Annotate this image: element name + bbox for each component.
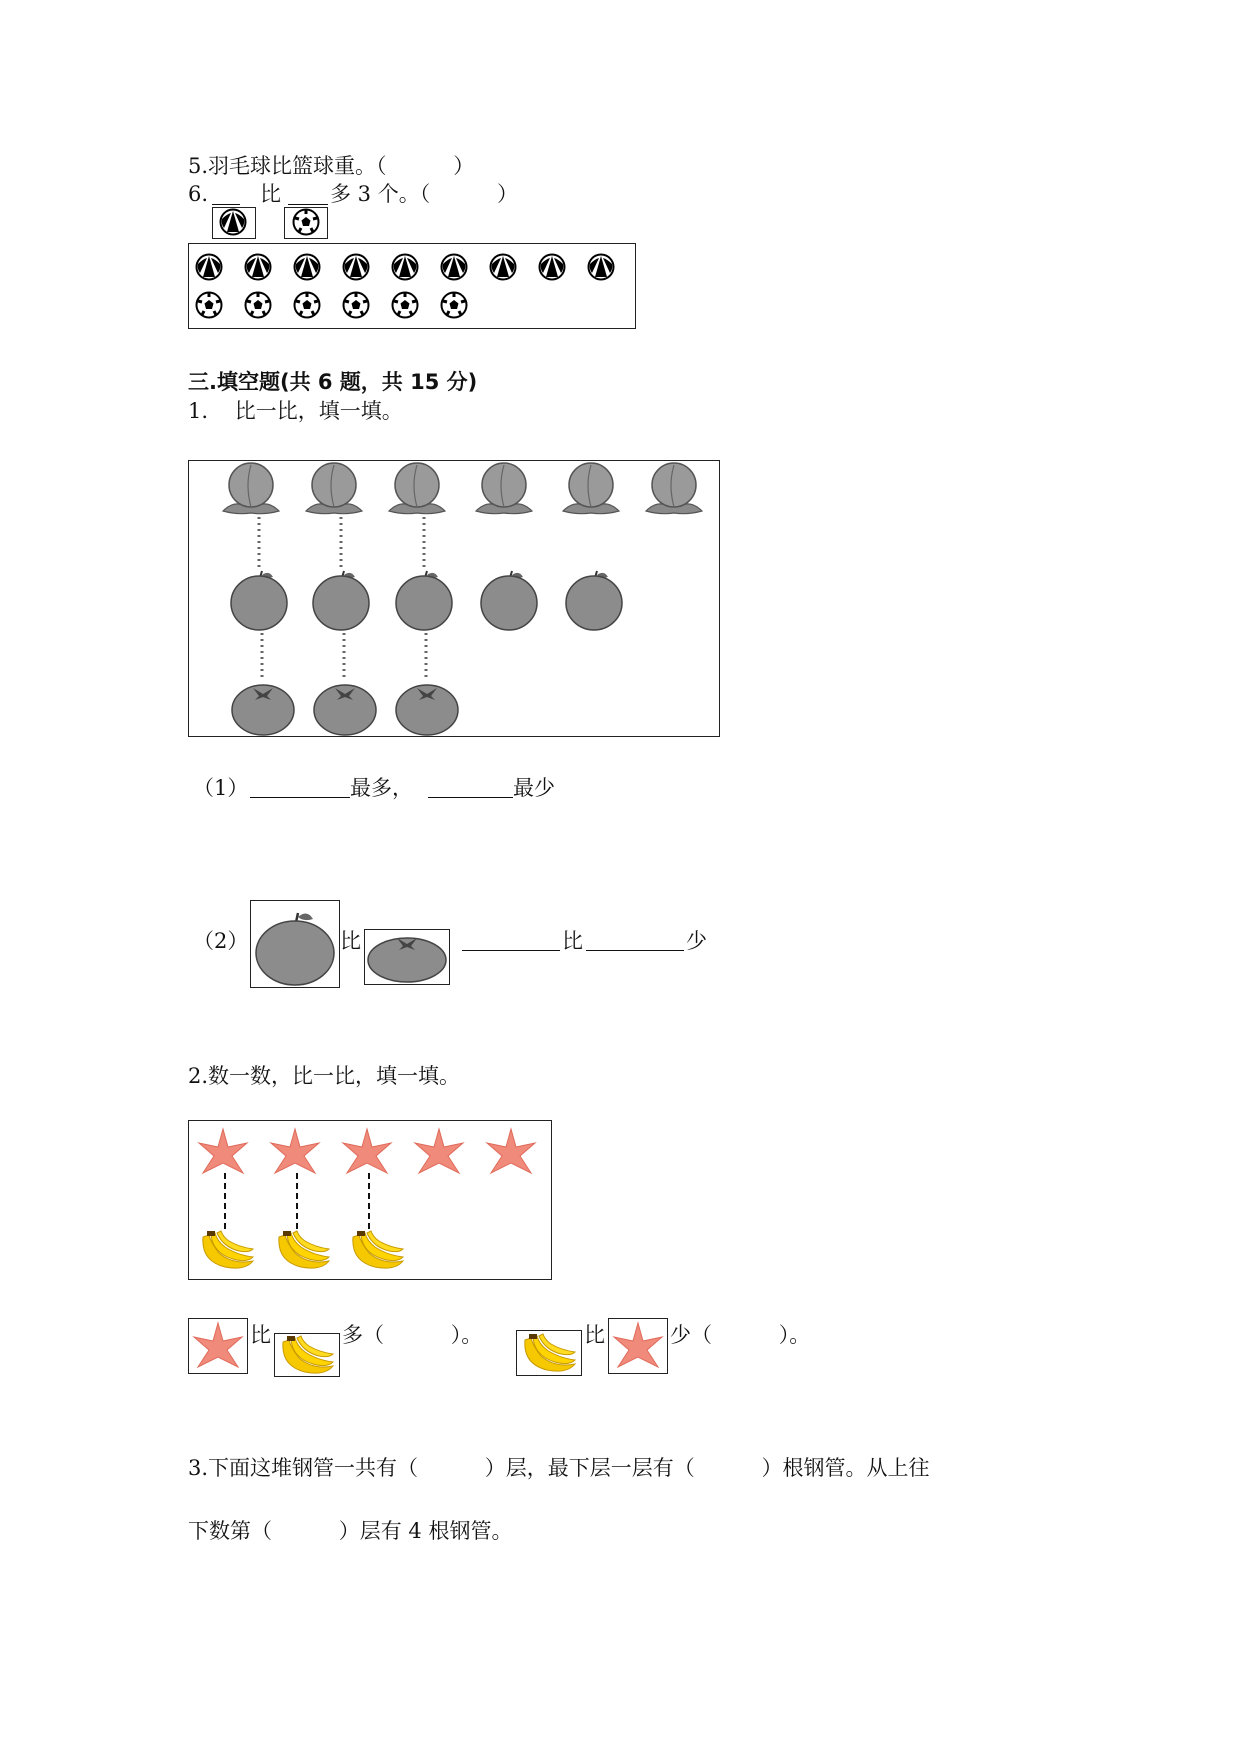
section-heading: 三.填空题(共 6 题，共 15 分)	[188, 370, 478, 394]
less-word: 少	[686, 929, 707, 953]
soccer-ball-option-box[interactable]	[284, 207, 328, 239]
tomato-option-box[interactable]	[364, 929, 450, 985]
problem-1-intro: 1. 比一比，填一填。	[188, 399, 403, 423]
answer-blank[interactable]	[428, 797, 513, 798]
balls-illustration	[189, 244, 635, 328]
apple-row	[231, 571, 622, 630]
starfish-banana-illustration	[189, 1121, 551, 1279]
banana-option-box[interactable]	[274, 1333, 340, 1377]
problem-3-line-1: 3.下面这堆钢管一共有（ ）层，最下层一层有（ ）根钢管。从上往	[188, 1456, 930, 1480]
answer-blank[interactable]	[212, 204, 240, 205]
connecting-lines	[225, 1173, 369, 1229]
apple-option-box[interactable]	[250, 900, 340, 988]
answer-blank[interactable]	[586, 950, 684, 951]
compare-word: 比	[340, 929, 361, 953]
soccer-ball-icon	[285, 208, 325, 236]
compare-word-4: 比	[584, 1323, 605, 1347]
answer-blank[interactable]	[462, 950, 560, 951]
starfish-option-box[interactable]	[188, 1318, 248, 1374]
fruit-picture	[188, 460, 720, 737]
starfish-icon	[609, 1319, 667, 1373]
compare-word-2: 比	[562, 929, 583, 953]
answer-blank[interactable]	[250, 797, 350, 798]
sub-question-2-label: （2）	[193, 929, 249, 953]
starfish-option-box-2[interactable]	[608, 1318, 668, 1374]
question-6-compare: 比	[260, 182, 281, 206]
question-5: 5.羽毛球比篮球重。（ ）	[188, 154, 475, 178]
most-label: 最多，	[350, 776, 413, 800]
banana-option-box-2[interactable]	[516, 1330, 582, 1376]
less-answer: 少（ ）。	[670, 1323, 811, 1347]
least-label: 最少	[513, 776, 555, 800]
starfish-icon	[189, 1319, 247, 1373]
balls-picture	[188, 243, 636, 329]
banana-icon	[275, 1334, 339, 1376]
soccer-ball-row	[197, 293, 467, 318]
volleyball-option-box[interactable]	[212, 207, 256, 239]
question-6-number: 6.	[188, 182, 209, 206]
volleyball-row	[197, 255, 614, 280]
starfish-row	[199, 1129, 535, 1173]
question-6-tail: 多 3 个。（ ）	[330, 182, 518, 206]
compare-word-3: 比	[250, 1323, 271, 1347]
volleyball-icon	[213, 208, 253, 236]
fruit-illustration	[189, 461, 719, 736]
starfish-banana-picture	[188, 1120, 552, 1280]
banana-row	[203, 1231, 403, 1268]
apple-icon	[251, 901, 339, 987]
answer-blank[interactable]	[288, 204, 328, 205]
peach-row	[223, 463, 702, 514]
problem-2-intro: 2.数一数，比一比，填一填。	[188, 1064, 461, 1088]
tomato-row	[232, 685, 458, 735]
problem-3-line-2: 下数第（ ）层有 4 根钢管。	[188, 1519, 513, 1543]
tomato-icon	[365, 930, 449, 984]
more-answer: 多（ ）。	[342, 1323, 483, 1347]
sub-question-1-label: （1）	[193, 776, 249, 800]
banana-icon	[517, 1331, 581, 1375]
